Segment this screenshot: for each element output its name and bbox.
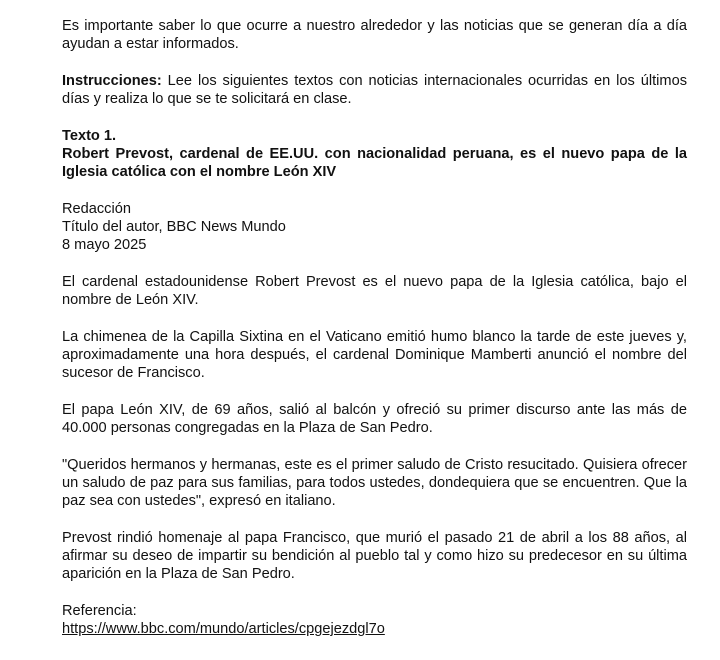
reference-label: Referencia:: [62, 603, 137, 619]
intro-paragraph: Es importante saber lo que ocurre a nuestro alrededor y las noticias que se generan día a día ayudan a estar informados.: [62, 18, 687, 52]
article-paragraph: La chimenea de la Capilla Sixtina en el Vaticano emitió humo blanco la tarde de este jueves y, aproximadamente una hora después, el cardenal Dominique Mamberti anunció el nombre del sucesor de Francisco.: [62, 329, 687, 381]
instructions-text: Lee los siguientes textos con noticias internacionales ocurridas en los últimos días y realiza lo que se te solicitará en clase.: [62, 73, 687, 107]
reference-link[interactable]: https://www.bbc.com/mundo/articles/cpgejezdgl7o: [62, 621, 385, 637]
instructions-paragraph: [62, 72, 687, 108]
article-paragraph: Prevost rindió homenaje al papa Francisco, que murió el pasado 21 de abril a los 88 años, al afirmar su deseo de impartir su bendición al pueblo tal y como hizo su predecesor en su última aparición en la Plaza de San Pedro.: [62, 530, 687, 582]
instructions-label: Instrucciones:: [62, 73, 162, 89]
article-paragraph: El papa León XIV, de 69 años, salió al balcón y ofreció su primer discurso ante las más de 40.000 personas congregadas en la Plaza de San Pedro.: [62, 402, 687, 436]
byline-date: 8 mayo 2025: [62, 237, 147, 253]
article-headline: Robert Prevost, cardenal de EE.UU. con nacionalidad peruana, es el nuevo papa de la Iglesia católica con el nombre León XIV: [62, 146, 687, 180]
byline-author: Título del autor, BBC News Mundo: [62, 219, 286, 235]
byline-desk: Redacción: [62, 201, 131, 217]
article-label: Texto 1.: [62, 128, 117, 144]
article-paragraph: El cardenal estadounidense Robert Prevost es el nuevo papa de la Iglesia católica, bajo el nombre de León XIV.: [62, 274, 687, 308]
article-paragraph: "Queridos hermanos y hermanas, este es el primer saludo de Cristo resucitado. Quisiera ofrecer un saludo de paz para sus familias, para todos ustedes, dondequiera que se encuentren. Que la paz sea con ustedes", expresó en italiano.: [62, 457, 687, 509]
